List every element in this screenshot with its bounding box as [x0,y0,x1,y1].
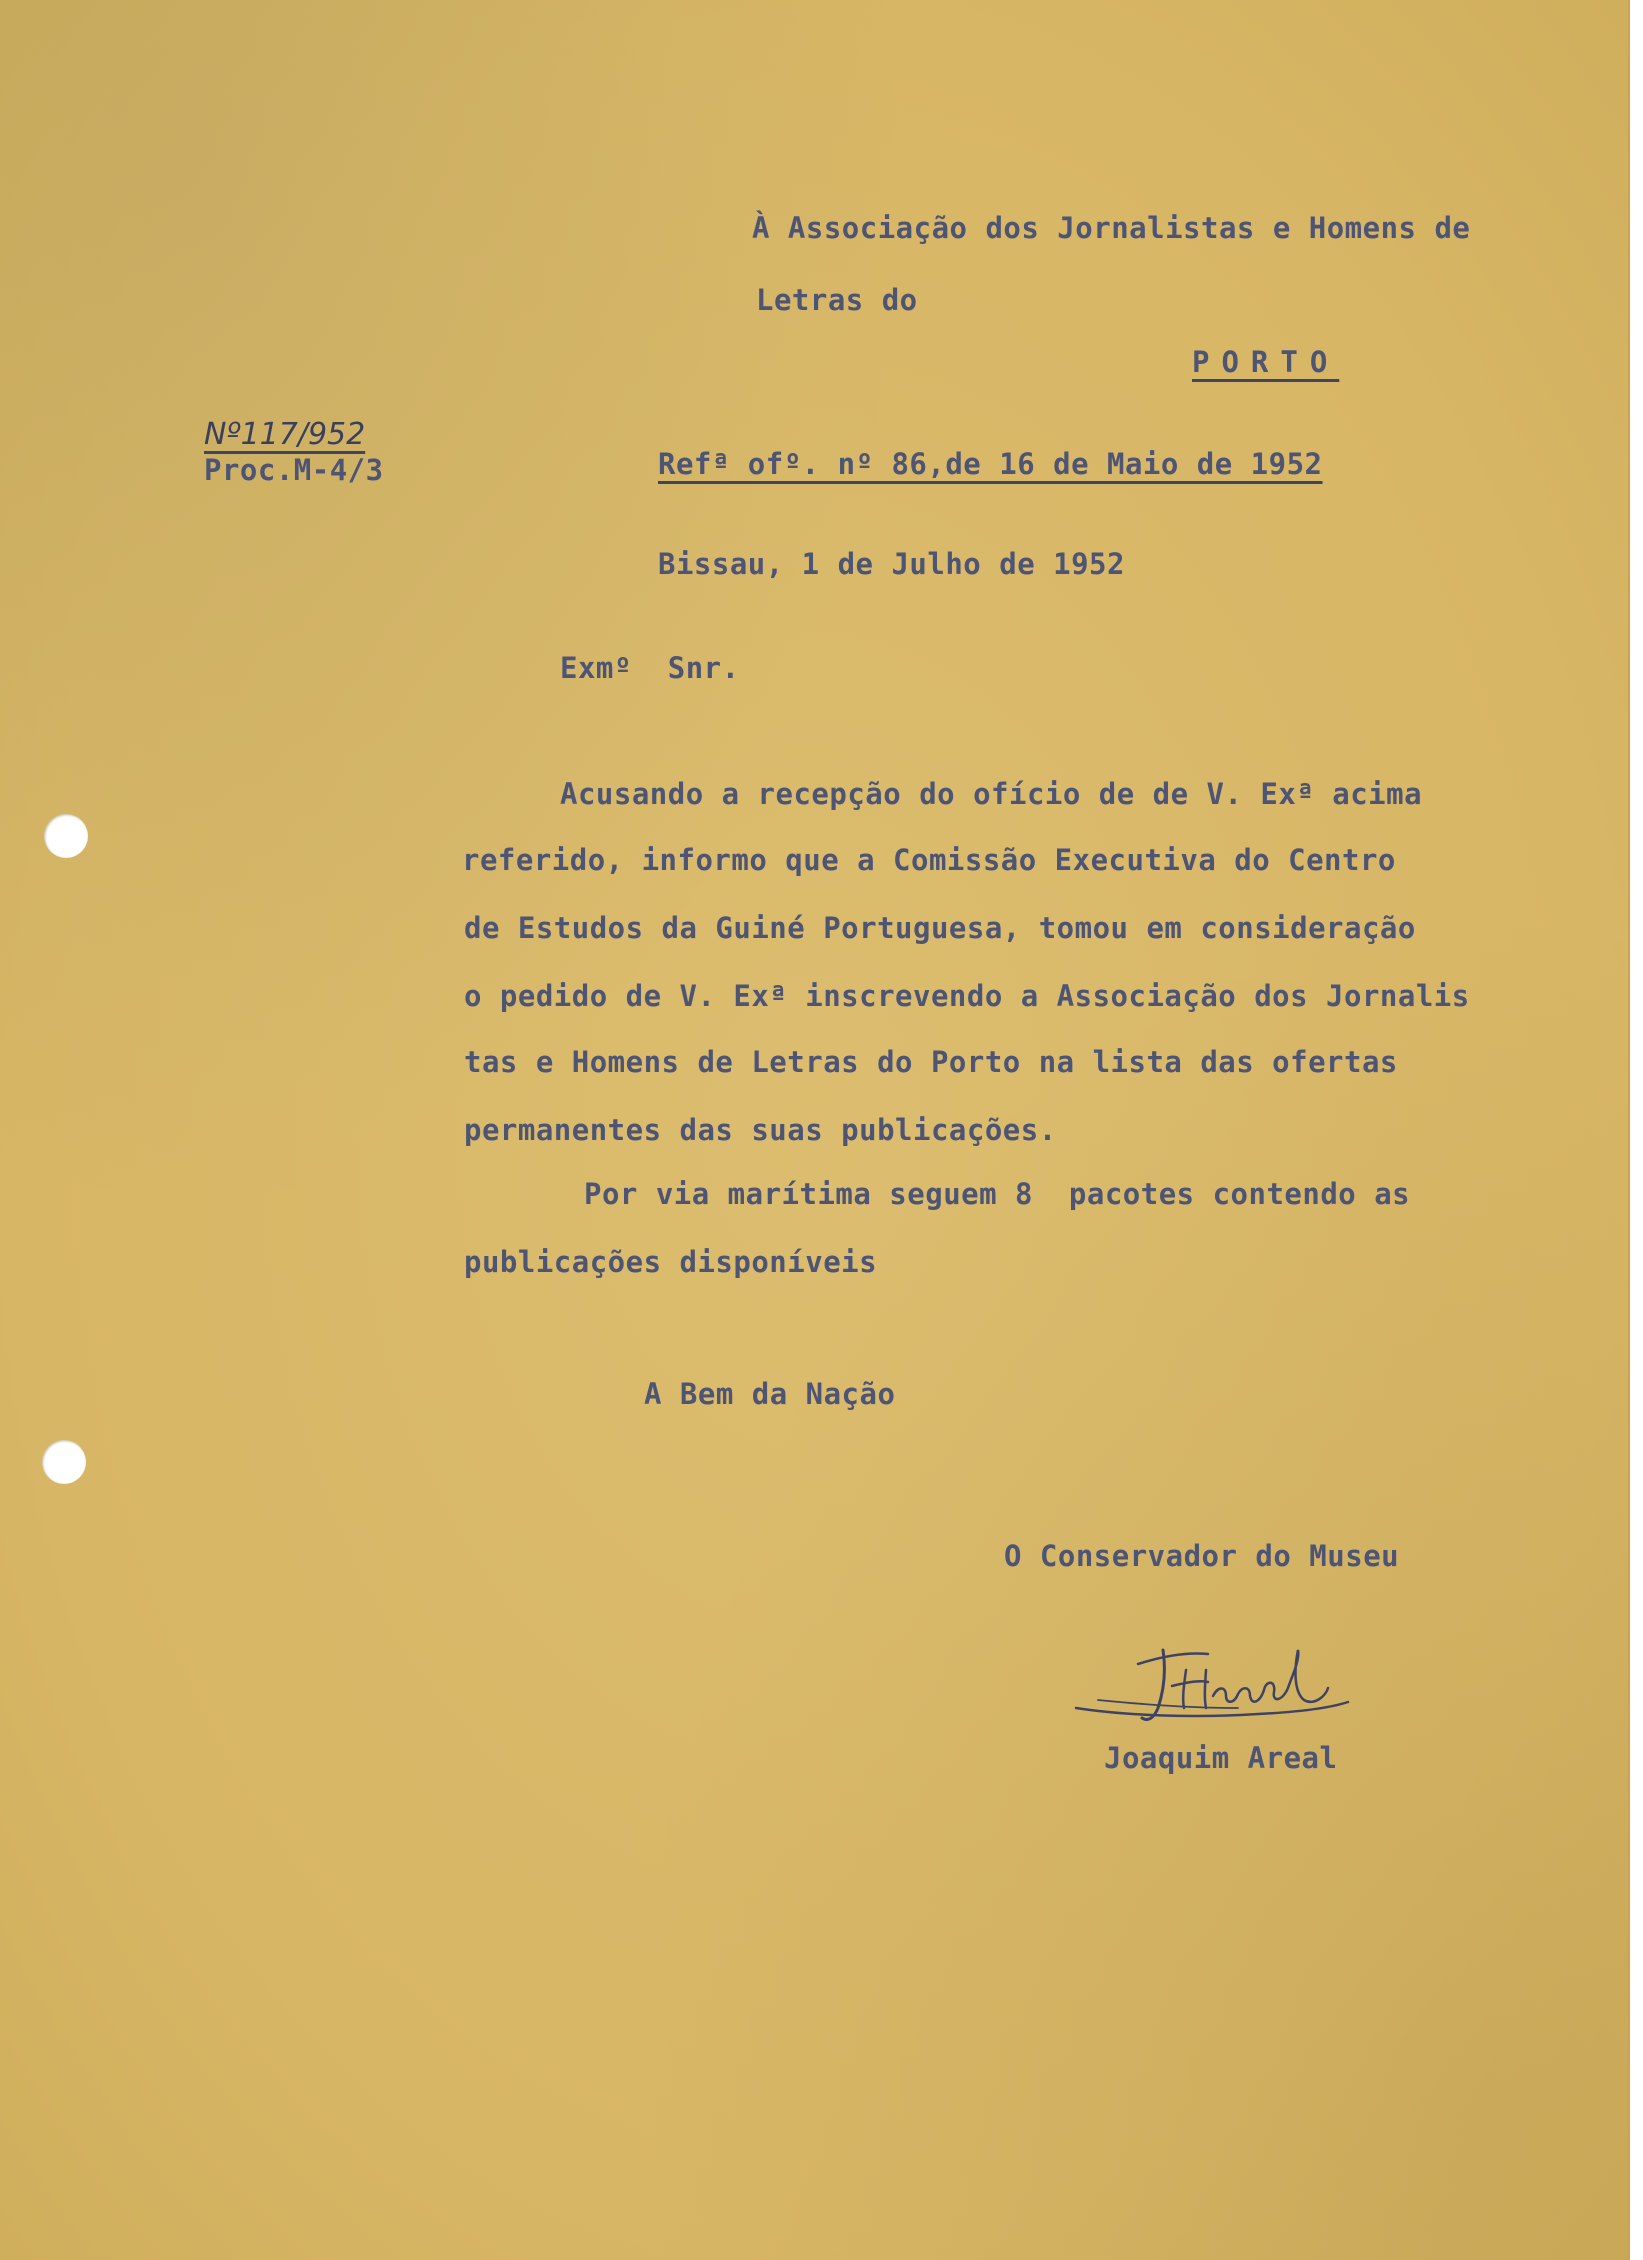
body-line-2: referido, informo que a Comissão Executiva do Centro [462,843,1396,877]
punch-hole-bottom [42,1440,86,1484]
reference-number: Nº117/952 [204,417,366,452]
place-date: Bissau, 1 de Julho de 1952 [658,547,1125,581]
body-line-8: publicações disponíveis [464,1245,878,1279]
signer-title: O Conservador do Museu [1004,1539,1400,1573]
closing: A Bem da Nação [644,1377,896,1411]
body-line-5: tas e Homens de Letras do Porto na lista das ofertas [464,1045,1398,1079]
body-line-7: Por via marítima seguem 8 pacotes contendo as [584,1177,1411,1211]
signer-name: Joaquim Areal [1104,1741,1338,1775]
body-line-3: de Estudos da Guiné Portuguesa, tomou em consideração [464,911,1416,945]
addressee-line-1: À Associação dos Jornalistas e Homens de [752,211,1471,245]
handwritten-signature [1068,1630,1368,1740]
process-number: Proc.M-4/3 [204,453,384,487]
punch-hole-top [44,814,88,858]
addressee-city: PORTO [1192,345,1340,379]
addressee-line-2: Letras do [756,283,918,317]
body-line-6: permanentes das suas publicações. [464,1113,1057,1147]
reference-line: Refª ofº. nº 86,de 16 de Maio de 1952 [658,447,1323,481]
body-line-4: o pedido de V. Exª inscrevendo a Associação dos Jornalis [464,979,1470,1013]
salutation: Exmº Snr. [560,651,740,685]
body-line-1: Acusando a recepção do ofício de de V. Exª acima [560,777,1423,811]
